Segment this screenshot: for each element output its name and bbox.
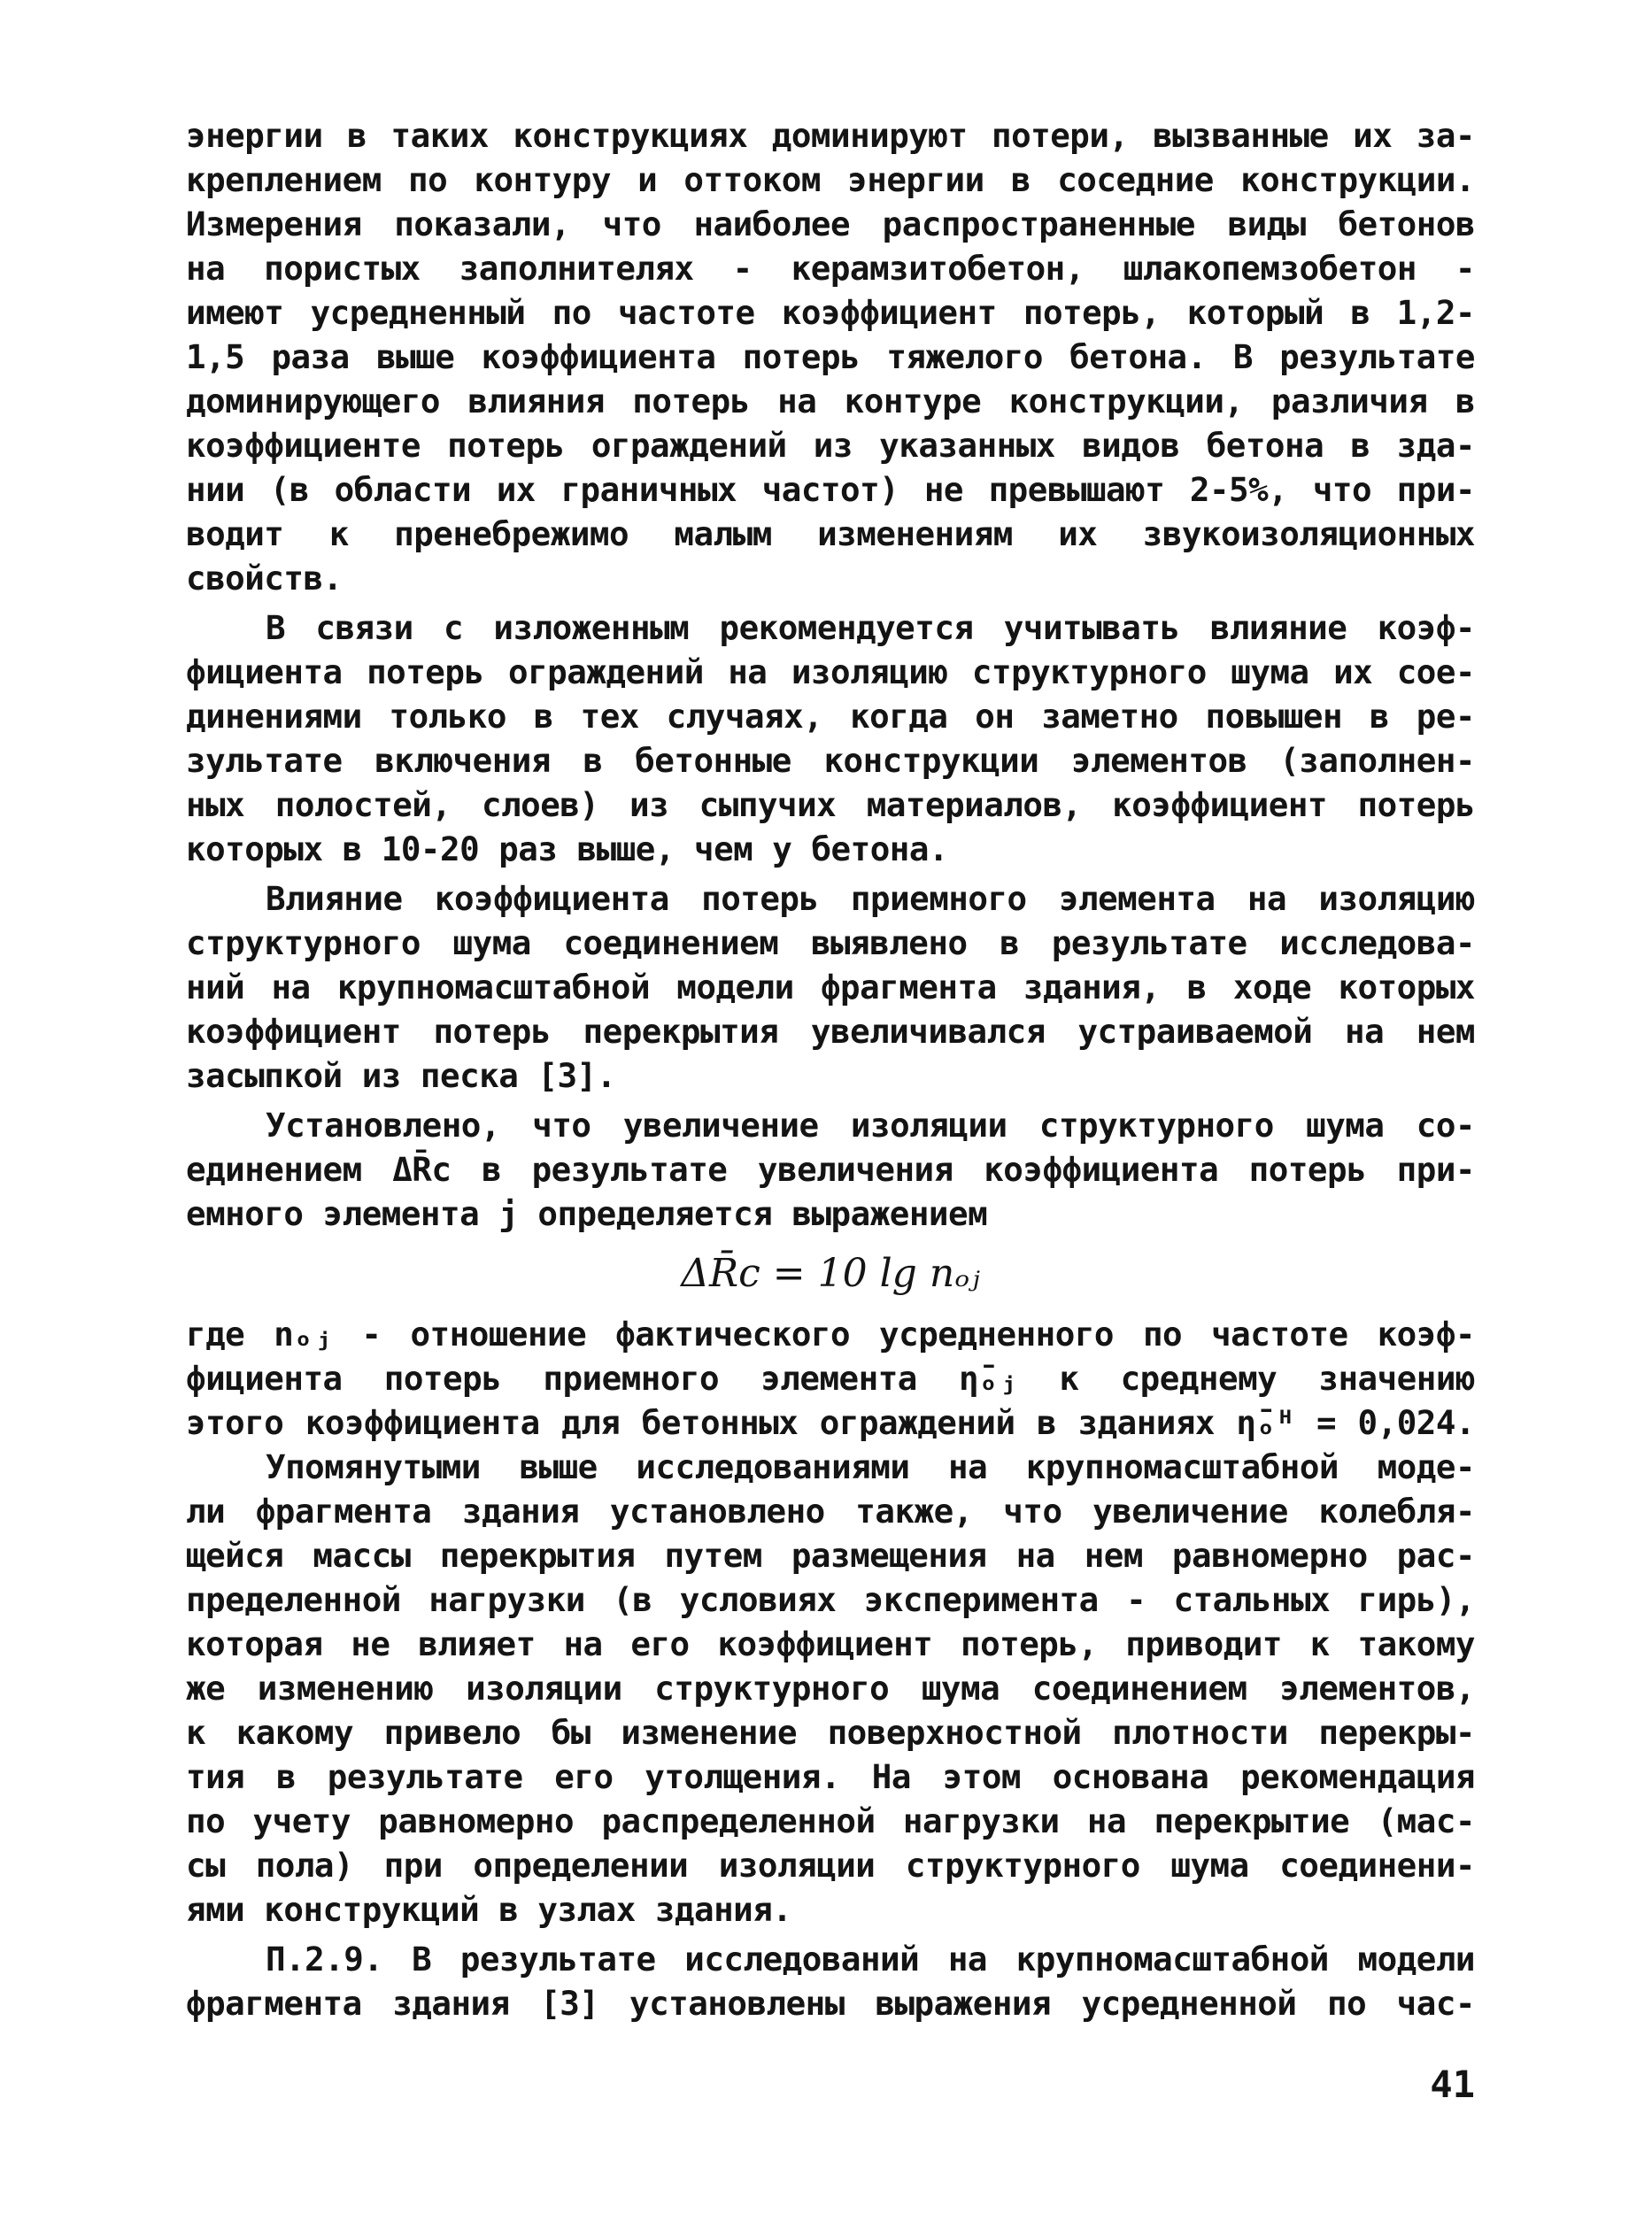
text-line: коэффициент потерь перекрытия увеличивался устраиваемой на нем [186,1012,1475,1051]
text-line: засыпкой из песка [3]. [186,1056,616,1095]
page-number: 41 [1430,2063,1475,2106]
text-line: ли фрагмента здания установлено также, что увеличение колебля- [186,1492,1475,1531]
text-line: пределенной нагрузки (в условиях эксперимента - стальных гирь), [186,1580,1475,1619]
text-line: нии (в области их граничных частот) не превышают 2-5%, что при- [186,470,1475,509]
text-line: В связи с изложенным рекомендуется учитывать влияние коэф- [266,608,1475,647]
text-line: ями конструкций в узлах здания. [186,1890,792,1929]
text-line: коэффициенте потерь ограждений из указанных видов бетона в зда- [186,426,1475,465]
text-line: же изменению изоляции структурного шума соединением элементов, [186,1669,1475,1708]
page-body [186,113,1475,2025]
text-line: ных полостей, слоев) из сыпучих материалов, коэффициент потерь [186,785,1475,824]
text-line: щейся массы перекрытия путем размещения на нем равномерно рас- [186,1536,1475,1575]
text-line: где nₒⱼ - отношение фактического усредненного по частоте коэф- [186,1315,1475,1354]
text-line: креплением по контуру и оттоком энергии в соседние конструкции. [186,160,1475,199]
text-line: свойств. [186,559,343,598]
formula-expression: ΔR̄c = 10 lg nₒⱼ [681,1251,980,1296]
text-line: ний на крупномасштабной модели фрагмента здания, в ходе которых [186,968,1475,1007]
paragraph-1 [186,113,1475,600]
paragraph-5 [186,1312,1475,1445]
paragraph-4 [186,1103,1475,1236]
text-line: фициента потерь приемного элемента η̄ₒⱼ к среднему значению [186,1359,1475,1398]
paragraph-2 [186,606,1475,871]
text-line: на пористых заполнителях - керамзитобетон, шлакопемзобетон - [186,249,1475,288]
text-line: которая не влияет на его коэффициент потерь, приводит к такому [186,1624,1475,1663]
text-line: фрагмента здания [3] установлены выражения усредненной по час- [186,1984,1475,2023]
text-line: динениями только в тех случаях, когда он заметно повышен в ре- [186,697,1475,736]
text-line: этого коэффициента для бетонных ограждений в зданиях η̄ₒᴴ = 0,024. [186,1403,1475,1442]
text-line: имеют усредненный по частоте коэффициент потерь, который в 1,2- [186,293,1475,332]
text-line: Установлено, что увеличение изоляции структурного шума со- [266,1106,1475,1145]
formula [186,1239,1475,1308]
text-line: тия в результате его утолщения. На этом основана рекомендация [186,1757,1475,1796]
text-line: фициента потерь ограждений на изоляцию структурного шума их сое- [186,652,1475,691]
paragraph-6 [186,1445,1475,1932]
text-line: Влияние коэффициента потерь приемного элемента на изоляцию [266,879,1475,918]
text-line: Упомянутыми выше исследованиями на крупномасштабной моде- [266,1447,1475,1486]
paragraph-3 [186,876,1475,1098]
text-line: к какому привело бы изменение поверхностной плотности перекры- [186,1713,1475,1752]
text-line: водит к пренебрежимо малым изменениям их звукоизоляционных [186,514,1475,553]
text-line: сы пола) при определении изоляции структурного шума соединени- [186,1846,1475,1885]
text-line: единением ΔR̄c в результате увеличения коэффициента потерь при- [186,1150,1475,1189]
text-line: энергии в таких конструкциях доминируют потери, вызванные их за- [186,116,1475,155]
text-line: структурного шума соединением выявлено в результате исследова- [186,923,1475,962]
text-line: П.2.9. В результате исследований на крупномасштабной модели [266,1940,1475,1979]
paragraph-7 [186,1937,1475,2025]
text-line: Измерения показали, что наиболее распространенные виды бетонов [186,204,1475,243]
text-line: емного элемента j определяется выражением [186,1194,988,1233]
text-line: которых в 10-20 раз выше, чем у бетона. [186,829,948,868]
text-line: 1,5 раза выше коэффициента потерь тяжелого бетона. В результате [186,337,1475,376]
text-line: зультате включения в бетонные конструкции элементов (заполнен- [186,741,1475,780]
text-line: по учету равномерно распределенной нагрузки на перекрытие (мас- [186,1801,1475,1840]
text-line: доминирующего влияния потерь на контуре конструкции, различия в [186,382,1475,420]
